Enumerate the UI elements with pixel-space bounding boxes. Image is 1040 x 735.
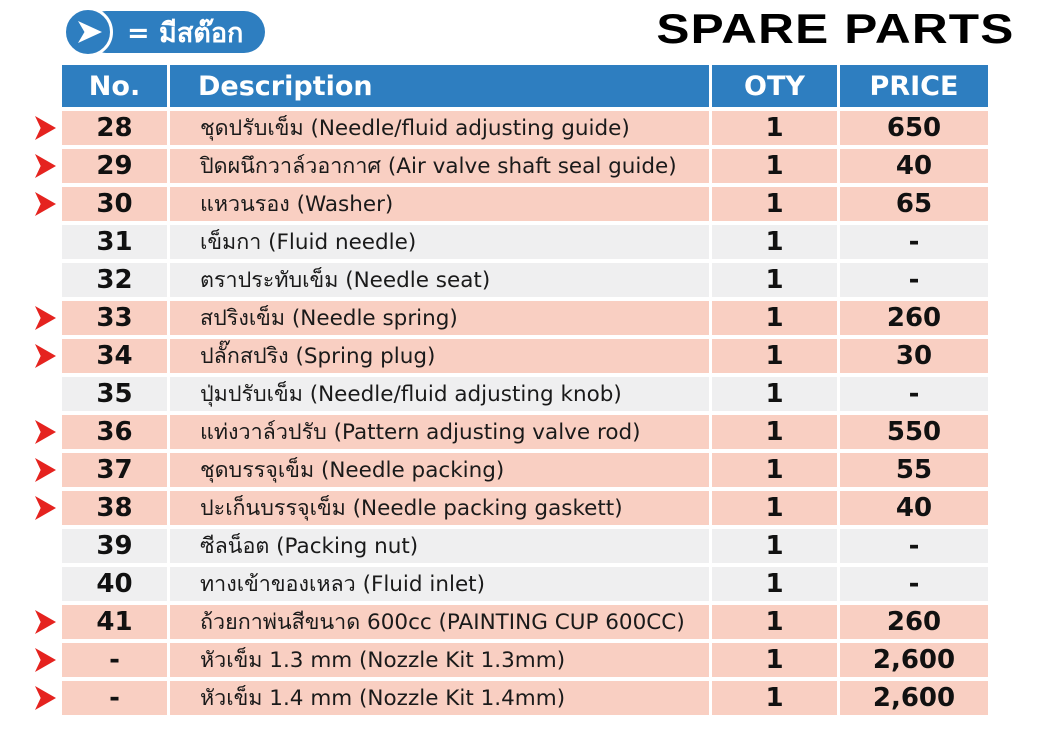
- row-no: 29: [62, 149, 167, 183]
- table-header-row: [0, 65, 1040, 107]
- row-stock-marker: [0, 225, 62, 259]
- table-row: [0, 529, 1040, 563]
- row-stock-marker: [0, 567, 62, 601]
- row-stock-marker: [0, 415, 62, 449]
- table-row: [0, 681, 1040, 715]
- table-row: [0, 491, 1040, 525]
- header-qty: OTY: [712, 65, 837, 107]
- row-stock-marker: [0, 681, 62, 715]
- header-price: PRICE: [840, 65, 988, 107]
- table-row: [0, 111, 1040, 145]
- stock-arrow-icon: [35, 496, 56, 520]
- row-stock-marker: [0, 339, 62, 373]
- row-qty: 1: [712, 415, 837, 449]
- row-description: ปุ่มปรับเข็ม (Needle/fluid adjusting knob): [170, 377, 709, 411]
- row-qty: 1: [712, 681, 837, 715]
- row-stock-marker: [0, 529, 62, 563]
- row-description: หัวเข็ม 1.3 mm (Nozzle Kit 1.3mm): [170, 643, 709, 677]
- row-stock-marker: [0, 643, 62, 677]
- row-no: 30: [62, 187, 167, 221]
- row-price: 2,600: [840, 681, 988, 715]
- row-qty: 1: [712, 643, 837, 677]
- row-qty: 1: [712, 567, 837, 601]
- row-description: ปะเก็นบรรจุเข็ม (Needle packing gaskett): [170, 491, 709, 525]
- row-stock-marker: [0, 301, 62, 335]
- table-row: [0, 225, 1040, 259]
- row-no: 40: [62, 567, 167, 601]
- row-price: 55: [840, 453, 988, 487]
- row-description: ทางเข้าของเหลว (Fluid inlet): [170, 567, 709, 601]
- row-description: ชุดบรรจุเข็ม (Needle packing): [170, 453, 709, 487]
- stock-legend-badge: [85, 11, 265, 53]
- row-qty: 1: [712, 111, 837, 145]
- spare-parts-table: [0, 65, 1040, 719]
- row-description: สปริงเข็ม (Needle spring): [170, 301, 709, 335]
- row-description: ชุดปรับเข็ม (Needle/fluid adjusting guide): [170, 111, 709, 145]
- row-price: 650: [840, 111, 988, 145]
- row-price: 30: [840, 339, 988, 373]
- row-price: 2,600: [840, 643, 988, 677]
- row-qty: 1: [712, 263, 837, 297]
- stock-arrow-icon: [35, 344, 56, 368]
- row-description: ซีลน็อต (Packing nut): [170, 529, 709, 563]
- row-description: ปิดผนึกวาล์วอากาศ (Air valve shaft seal guide): [170, 149, 709, 183]
- page-title: SPARE PARTS: [655, 5, 1014, 52]
- row-qty: 1: [712, 529, 837, 563]
- table-row: [0, 643, 1040, 677]
- row-no: 37: [62, 453, 167, 487]
- row-description: ถ้วยกาพ่นสีขนาด 600cc (PAINTING CUP 600CC): [170, 605, 709, 639]
- row-no: 39: [62, 529, 167, 563]
- table-row: [0, 605, 1040, 639]
- table-row: [0, 149, 1040, 183]
- row-description: แหวนรอง (Washer): [170, 187, 709, 221]
- row-stock-marker: [0, 187, 62, 221]
- row-no: 41: [62, 605, 167, 639]
- row-price: -: [840, 377, 988, 411]
- table-row: [0, 377, 1040, 411]
- row-stock-marker: [0, 491, 62, 525]
- header-gutter: [0, 65, 62, 107]
- row-no: 34: [62, 339, 167, 373]
- stock-arrow-icon: [35, 306, 56, 330]
- row-description: ตราประทับเข็ม (Needle seat): [170, 263, 709, 297]
- row-stock-marker: [0, 453, 62, 487]
- row-description: หัวเข็ม 1.4 mm (Nozzle Kit 1.4mm): [170, 681, 709, 715]
- row-no: -: [62, 681, 167, 715]
- stock-arrow-icon: [35, 686, 56, 710]
- table-row: [0, 567, 1040, 601]
- header-no: No.: [62, 65, 167, 107]
- row-stock-marker: [0, 263, 62, 297]
- row-qty: 1: [712, 605, 837, 639]
- stock-arrow-icon: [63, 7, 113, 57]
- row-price: -: [840, 567, 988, 601]
- stock-arrow-icon: [35, 610, 56, 634]
- stock-legend-label: = มีสต๊อก: [127, 17, 244, 49]
- row-qty: 1: [712, 149, 837, 183]
- row-no: 36: [62, 415, 167, 449]
- row-price: 260: [840, 301, 988, 335]
- row-no: 31: [62, 225, 167, 259]
- stock-arrow-icon: [35, 458, 56, 482]
- row-price: 260: [840, 605, 988, 639]
- row-price: 40: [840, 149, 988, 183]
- row-price: 65: [840, 187, 988, 221]
- row-price: 550: [840, 415, 988, 449]
- stock-arrow-icon: [35, 420, 56, 444]
- row-description: เข็มกา (Fluid needle): [170, 225, 709, 259]
- table-body: [0, 111, 1040, 715]
- table-row: [0, 187, 1040, 221]
- table-row: [0, 301, 1040, 335]
- row-qty: 1: [712, 453, 837, 487]
- stock-arrow-icon: [35, 648, 56, 672]
- row-no: 28: [62, 111, 167, 145]
- row-qty: 1: [712, 225, 837, 259]
- row-qty: 1: [712, 491, 837, 525]
- row-description: แท่งวาล์วปรับ (Pattern adjusting valve rod): [170, 415, 709, 449]
- row-no: 32: [62, 263, 167, 297]
- row-qty: 1: [712, 187, 837, 221]
- row-description: ปลั๊กสปริง (Spring plug): [170, 339, 709, 373]
- row-no: 33: [62, 301, 167, 335]
- row-price: -: [840, 529, 988, 563]
- table-row: [0, 453, 1040, 487]
- row-stock-marker: [0, 377, 62, 411]
- table-row: [0, 415, 1040, 449]
- row-price: -: [840, 225, 988, 259]
- stock-arrow-icon: [35, 154, 56, 178]
- stock-arrow-icon: [35, 116, 56, 140]
- table-row: [0, 339, 1040, 373]
- row-price: -: [840, 263, 988, 297]
- row-stock-marker: [0, 111, 62, 145]
- row-no: 35: [62, 377, 167, 411]
- header-description: Description: [170, 65, 709, 107]
- row-no: -: [62, 643, 167, 677]
- row-stock-marker: [0, 149, 62, 183]
- row-stock-marker: [0, 605, 62, 639]
- row-price: 40: [840, 491, 988, 525]
- stock-arrow-icon: [35, 192, 56, 216]
- row-qty: 1: [712, 377, 837, 411]
- row-no: 38: [62, 491, 167, 525]
- arrow-glyph: [78, 21, 102, 43]
- table-row: [0, 263, 1040, 297]
- row-qty: 1: [712, 339, 837, 373]
- row-qty: 1: [712, 301, 837, 335]
